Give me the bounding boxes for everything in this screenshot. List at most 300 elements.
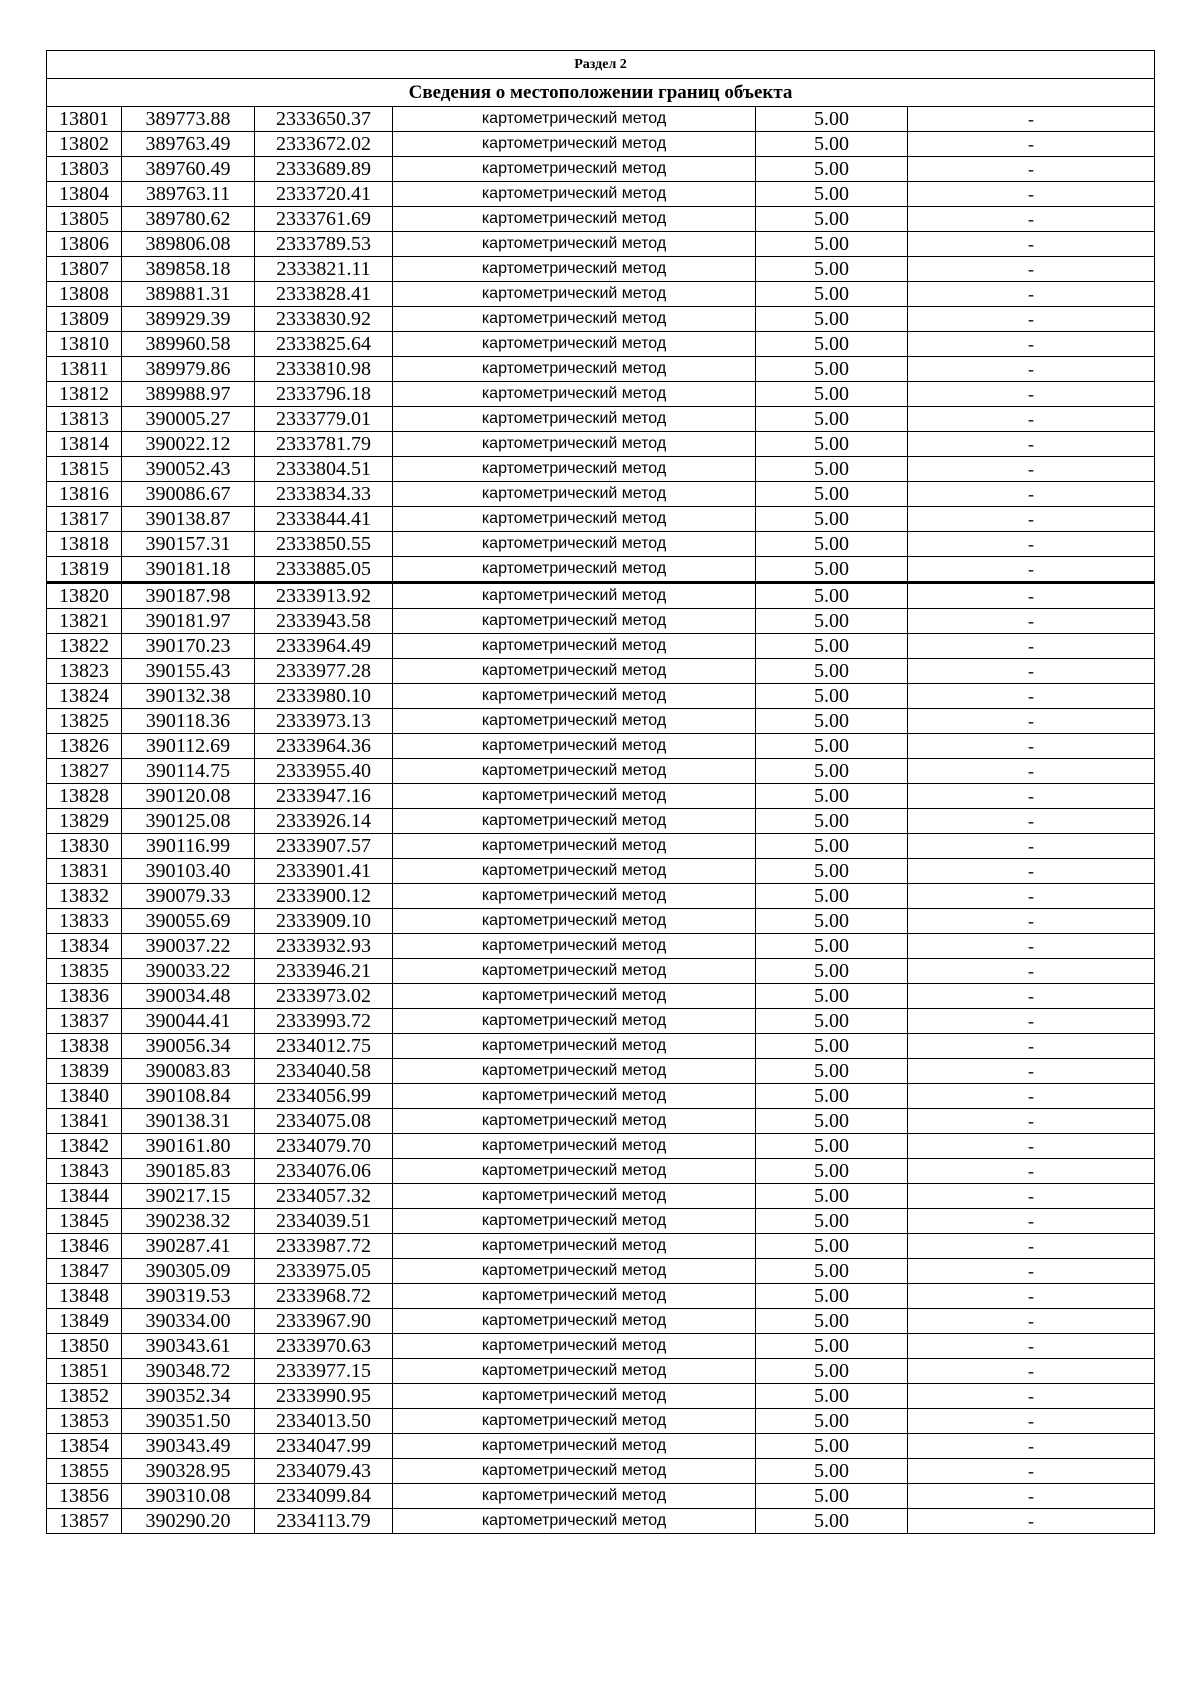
precision-cell: 5.00 <box>756 734 908 759</box>
y-coordinate-cell: 2333761.69 <box>255 207 393 232</box>
table-row <box>47 1459 1155 1484</box>
point-number-cell: 13808 <box>47 282 122 307</box>
description-cell: - <box>908 457 1155 482</box>
table-row <box>47 1359 1155 1384</box>
y-coordinate-cell: 2334099.84 <box>255 1484 393 1509</box>
description-cell: - <box>908 1459 1155 1484</box>
method-cell: картометрический метод <box>393 1259 756 1284</box>
method-cell: картометрический метод <box>393 557 756 583</box>
method-cell: картометрический метод <box>393 107 756 132</box>
method-cell: картометрический метод <box>393 207 756 232</box>
x-coordinate-cell: 390343.49 <box>122 1434 255 1459</box>
precision-cell: 5.00 <box>756 1359 908 1384</box>
x-coordinate-cell: 389763.11 <box>122 182 255 207</box>
method-cell: картометрический метод <box>393 834 756 859</box>
table-row <box>47 432 1155 457</box>
table-row <box>47 1284 1155 1309</box>
description-cell: - <box>908 1284 1155 1309</box>
method-cell: картометрический метод <box>393 382 756 407</box>
method-cell: картометрический метод <box>393 507 756 532</box>
y-coordinate-cell: 2333977.15 <box>255 1359 393 1384</box>
description-cell: - <box>908 734 1155 759</box>
description-cell: - <box>908 834 1155 859</box>
section-label: Раздел 2 <box>47 51 1155 79</box>
table-row <box>47 984 1155 1009</box>
method-cell: картометрический метод <box>393 859 756 884</box>
y-coordinate-cell: 2333844.41 <box>255 507 393 532</box>
method-cell: картометрический метод <box>393 1084 756 1109</box>
y-coordinate-cell: 2333977.28 <box>255 659 393 684</box>
point-number-cell: 13811 <box>47 357 122 382</box>
y-coordinate-cell: 2333987.72 <box>255 1234 393 1259</box>
description-cell: - <box>908 507 1155 532</box>
method-cell: картометрический метод <box>393 1209 756 1234</box>
point-number-cell: 13809 <box>47 307 122 332</box>
description-cell: - <box>908 1359 1155 1384</box>
point-number-cell: 13831 <box>47 859 122 884</box>
y-coordinate-cell: 2333947.16 <box>255 784 393 809</box>
x-coordinate-cell: 390155.43 <box>122 659 255 684</box>
table-row <box>47 1484 1155 1509</box>
method-cell: картометрический метод <box>393 482 756 507</box>
x-coordinate-cell: 389979.86 <box>122 357 255 382</box>
x-coordinate-cell: 389988.97 <box>122 382 255 407</box>
description-cell: - <box>908 1209 1155 1234</box>
x-coordinate-cell: 390328.95 <box>122 1459 255 1484</box>
x-coordinate-cell: 390083.83 <box>122 1059 255 1084</box>
table-row <box>47 684 1155 709</box>
point-number-cell: 13828 <box>47 784 122 809</box>
y-coordinate-cell: 2334012.75 <box>255 1034 393 1059</box>
description-cell: - <box>908 934 1155 959</box>
point-number-cell: 13820 <box>47 583 122 609</box>
table-row <box>47 207 1155 232</box>
point-number-cell: 13846 <box>47 1234 122 1259</box>
precision-cell: 5.00 <box>756 809 908 834</box>
precision-cell: 5.00 <box>756 984 908 1009</box>
precision-cell: 5.00 <box>756 884 908 909</box>
description-cell: - <box>908 1509 1155 1534</box>
y-coordinate-cell: 2333967.90 <box>255 1309 393 1334</box>
description-cell: - <box>908 1384 1155 1409</box>
y-coordinate-cell: 2333834.33 <box>255 482 393 507</box>
precision-cell: 5.00 <box>756 659 908 684</box>
point-number-cell: 13852 <box>47 1384 122 1409</box>
description-cell: - <box>908 583 1155 609</box>
precision-cell: 5.00 <box>756 709 908 734</box>
description-cell: - <box>908 1109 1155 1134</box>
x-coordinate-cell: 389929.39 <box>122 307 255 332</box>
precision-cell: 5.00 <box>756 1384 908 1409</box>
precision-cell: 5.00 <box>756 1009 908 1034</box>
table-row <box>47 834 1155 859</box>
description-cell: - <box>908 482 1155 507</box>
precision-cell: 5.00 <box>756 432 908 457</box>
method-cell: картометрический метод <box>393 132 756 157</box>
description-cell: - <box>908 107 1155 132</box>
description-cell: - <box>908 382 1155 407</box>
x-coordinate-cell: 390348.72 <box>122 1359 255 1384</box>
point-number-cell: 13855 <box>47 1459 122 1484</box>
y-coordinate-cell: 2334039.51 <box>255 1209 393 1234</box>
method-cell: картометрический метод <box>393 1059 756 1084</box>
y-coordinate-cell: 2333796.18 <box>255 382 393 407</box>
table-row <box>47 407 1155 432</box>
x-coordinate-cell: 390185.83 <box>122 1159 255 1184</box>
method-cell: картометрический метод <box>393 407 756 432</box>
precision-cell: 5.00 <box>756 1509 908 1534</box>
method-cell: картометрический метод <box>393 984 756 1009</box>
table-row <box>47 634 1155 659</box>
title-row <box>47 79 1155 107</box>
method-cell: картометрический метод <box>393 332 756 357</box>
y-coordinate-cell: 2333689.89 <box>255 157 393 182</box>
y-coordinate-cell: 2334056.99 <box>255 1084 393 1109</box>
x-coordinate-cell: 390170.23 <box>122 634 255 659</box>
point-number-cell: 13822 <box>47 634 122 659</box>
precision-cell: 5.00 <box>756 684 908 709</box>
y-coordinate-cell: 2333926.14 <box>255 809 393 834</box>
table-row <box>47 1234 1155 1259</box>
table-row <box>47 1309 1155 1334</box>
description-cell: - <box>908 1184 1155 1209</box>
method-cell: картометрический метод <box>393 357 756 382</box>
table-row <box>47 884 1155 909</box>
precision-cell: 5.00 <box>756 583 908 609</box>
x-coordinate-cell: 390079.33 <box>122 884 255 909</box>
y-coordinate-cell: 2334013.50 <box>255 1409 393 1434</box>
description-cell: - <box>908 357 1155 382</box>
precision-cell: 5.00 <box>756 157 908 182</box>
description-cell: - <box>908 959 1155 984</box>
precision-cell: 5.00 <box>756 532 908 557</box>
x-coordinate-cell: 390305.09 <box>122 1259 255 1284</box>
method-cell: картометрический метод <box>393 1284 756 1309</box>
description-cell: - <box>908 859 1155 884</box>
precision-cell: 5.00 <box>756 784 908 809</box>
x-coordinate-cell: 390290.20 <box>122 1509 255 1534</box>
method-cell: картометрический метод <box>393 457 756 482</box>
y-coordinate-cell: 2333946.21 <box>255 959 393 984</box>
point-number-cell: 13834 <box>47 934 122 959</box>
point-number-cell: 13832 <box>47 884 122 909</box>
table-row <box>47 1009 1155 1034</box>
x-coordinate-cell: 390334.00 <box>122 1309 255 1334</box>
table-row <box>47 532 1155 557</box>
method-cell: картометрический метод <box>393 609 756 634</box>
precision-cell: 5.00 <box>756 357 908 382</box>
x-coordinate-cell: 390138.31 <box>122 1109 255 1134</box>
x-coordinate-cell: 390217.15 <box>122 1184 255 1209</box>
table-row <box>47 809 1155 834</box>
table-row <box>47 934 1155 959</box>
description-cell: - <box>908 1234 1155 1259</box>
point-number-cell: 13833 <box>47 909 122 934</box>
description-cell: - <box>908 1034 1155 1059</box>
x-coordinate-cell: 390132.38 <box>122 684 255 709</box>
point-number-cell: 13814 <box>47 432 122 457</box>
point-number-cell: 13818 <box>47 532 122 557</box>
method-cell: картометрический метод <box>393 583 756 609</box>
description-cell: - <box>908 1334 1155 1359</box>
x-coordinate-cell: 389763.49 <box>122 132 255 157</box>
method-cell: картометрический метод <box>393 257 756 282</box>
table-row <box>47 709 1155 734</box>
y-coordinate-cell: 2333955.40 <box>255 759 393 784</box>
x-coordinate-cell: 390352.34 <box>122 1384 255 1409</box>
method-cell: картометрический метод <box>393 157 756 182</box>
point-number-cell: 13847 <box>47 1259 122 1284</box>
x-coordinate-cell: 390187.98 <box>122 583 255 609</box>
point-number-cell: 13848 <box>47 1284 122 1309</box>
x-coordinate-cell: 390055.69 <box>122 909 255 934</box>
precision-cell: 5.00 <box>756 859 908 884</box>
method-cell: картометрический метод <box>393 1434 756 1459</box>
y-coordinate-cell: 2333900.12 <box>255 884 393 909</box>
precision-cell: 5.00 <box>756 182 908 207</box>
x-coordinate-cell: 389760.49 <box>122 157 255 182</box>
precision-cell: 5.00 <box>756 759 908 784</box>
precision-cell: 5.00 <box>756 307 908 332</box>
table-row <box>47 357 1155 382</box>
description-cell: - <box>908 1084 1155 1109</box>
method-cell: картометрический метод <box>393 1159 756 1184</box>
y-coordinate-cell: 2333828.41 <box>255 282 393 307</box>
y-coordinate-cell: 2333970.63 <box>255 1334 393 1359</box>
method-cell: картометрический метод <box>393 934 756 959</box>
method-cell: картометрический метод <box>393 1134 756 1159</box>
point-number-cell: 13835 <box>47 959 122 984</box>
method-cell: картометрический метод <box>393 709 756 734</box>
table-row <box>47 1059 1155 1084</box>
method-cell: картометрический метод <box>393 1359 756 1384</box>
method-cell: картометрический метод <box>393 659 756 684</box>
method-cell: картометрический метод <box>393 432 756 457</box>
point-number-cell: 13856 <box>47 1484 122 1509</box>
precision-cell: 5.00 <box>756 1109 908 1134</box>
y-coordinate-cell: 2333720.41 <box>255 182 393 207</box>
x-coordinate-cell: 390044.41 <box>122 1009 255 1034</box>
y-coordinate-cell: 2333789.53 <box>255 232 393 257</box>
method-cell: картометрический метод <box>393 684 756 709</box>
table-row <box>47 1184 1155 1209</box>
point-number-cell: 13802 <box>47 132 122 157</box>
table-row <box>47 1384 1155 1409</box>
x-coordinate-cell: 390343.61 <box>122 1334 255 1359</box>
y-coordinate-cell: 2334113.79 <box>255 1509 393 1534</box>
precision-cell: 5.00 <box>756 132 908 157</box>
table-row <box>47 557 1155 583</box>
description-cell: - <box>908 759 1155 784</box>
y-coordinate-cell: 2334057.32 <box>255 1184 393 1209</box>
x-coordinate-cell: 390310.08 <box>122 1484 255 1509</box>
point-number-cell: 13812 <box>47 382 122 407</box>
table-row <box>47 132 1155 157</box>
description-cell: - <box>908 884 1155 909</box>
description-cell: - <box>908 257 1155 282</box>
precision-cell: 5.00 <box>756 934 908 959</box>
precision-cell: 5.00 <box>756 1434 908 1459</box>
y-coordinate-cell: 2333980.10 <box>255 684 393 709</box>
x-coordinate-cell: 390181.18 <box>122 557 255 583</box>
y-coordinate-cell: 2333781.79 <box>255 432 393 457</box>
point-number-cell: 13819 <box>47 557 122 583</box>
precision-cell: 5.00 <box>756 1259 908 1284</box>
y-coordinate-cell: 2333968.72 <box>255 1284 393 1309</box>
table-row <box>47 507 1155 532</box>
method-cell: картометрический метод <box>393 1184 756 1209</box>
y-coordinate-cell: 2333885.05 <box>255 557 393 583</box>
method-cell: картометрический метод <box>393 1309 756 1334</box>
table-row <box>47 1509 1155 1534</box>
x-coordinate-cell: 390052.43 <box>122 457 255 482</box>
table-row <box>47 307 1155 332</box>
x-coordinate-cell: 389960.58 <box>122 332 255 357</box>
description-cell: - <box>908 984 1155 1009</box>
method-cell: картометрический метод <box>393 1234 756 1259</box>
precision-cell: 5.00 <box>756 482 908 507</box>
point-number-cell: 13803 <box>47 157 122 182</box>
description-cell: - <box>908 207 1155 232</box>
description-cell: - <box>908 659 1155 684</box>
method-cell: картометрический метод <box>393 884 756 909</box>
y-coordinate-cell: 2334075.08 <box>255 1109 393 1134</box>
y-coordinate-cell: 2333990.95 <box>255 1384 393 1409</box>
point-number-cell: 13805 <box>47 207 122 232</box>
table-row <box>47 1134 1155 1159</box>
table-row <box>47 583 1155 609</box>
table-row <box>47 659 1155 684</box>
method-cell: картометрический метод <box>393 759 756 784</box>
y-coordinate-cell: 2333993.72 <box>255 1009 393 1034</box>
precision-cell: 5.00 <box>756 1309 908 1334</box>
table-row <box>47 482 1155 507</box>
precision-cell: 5.00 <box>756 1084 908 1109</box>
method-cell: картометрический метод <box>393 1034 756 1059</box>
point-number-cell: 13830 <box>47 834 122 859</box>
y-coordinate-cell: 2333973.13 <box>255 709 393 734</box>
y-coordinate-cell: 2333975.05 <box>255 1259 393 1284</box>
x-coordinate-cell: 390238.32 <box>122 1209 255 1234</box>
precision-cell: 5.00 <box>756 1159 908 1184</box>
precision-cell: 5.00 <box>756 1484 908 1509</box>
table-row <box>47 257 1155 282</box>
x-coordinate-cell: 390125.08 <box>122 809 255 834</box>
table-row <box>47 182 1155 207</box>
x-coordinate-cell: 390086.67 <box>122 482 255 507</box>
y-coordinate-cell: 2334079.43 <box>255 1459 393 1484</box>
description-cell: - <box>908 407 1155 432</box>
description-cell: - <box>908 282 1155 307</box>
x-coordinate-cell: 390037.22 <box>122 934 255 959</box>
precision-cell: 5.00 <box>756 382 908 407</box>
point-number-cell: 13804 <box>47 182 122 207</box>
x-coordinate-cell: 390181.97 <box>122 609 255 634</box>
y-coordinate-cell: 2333964.49 <box>255 634 393 659</box>
point-number-cell: 13851 <box>47 1359 122 1384</box>
precision-cell: 5.00 <box>756 1459 908 1484</box>
point-number-cell: 13821 <box>47 609 122 634</box>
description-cell: - <box>908 709 1155 734</box>
description-cell: - <box>908 132 1155 157</box>
description-cell: - <box>908 1434 1155 1459</box>
x-coordinate-cell: 389780.62 <box>122 207 255 232</box>
point-number-cell: 13837 <box>47 1009 122 1034</box>
description-cell: - <box>908 232 1155 257</box>
precision-cell: 5.00 <box>756 609 908 634</box>
table-row <box>47 1109 1155 1134</box>
precision-cell: 5.00 <box>756 1034 908 1059</box>
point-number-cell: 13838 <box>47 1034 122 1059</box>
method-cell: картометрический метод <box>393 232 756 257</box>
point-number-cell: 13836 <box>47 984 122 1009</box>
method-cell: картометрический метод <box>393 809 756 834</box>
precision-cell: 5.00 <box>756 107 908 132</box>
y-coordinate-cell: 2333907.57 <box>255 834 393 859</box>
description-cell: - <box>908 1309 1155 1334</box>
y-coordinate-cell: 2333913.92 <box>255 583 393 609</box>
point-number-cell: 13823 <box>47 659 122 684</box>
y-coordinate-cell: 2333850.55 <box>255 532 393 557</box>
table-title: Сведения о местоположении границ объекта <box>47 79 1155 107</box>
y-coordinate-cell: 2334076.06 <box>255 1159 393 1184</box>
method-cell: картометрический метод <box>393 282 756 307</box>
point-number-cell: 13816 <box>47 482 122 507</box>
point-number-cell: 13826 <box>47 734 122 759</box>
point-number-cell: 13842 <box>47 1134 122 1159</box>
point-number-cell: 13806 <box>47 232 122 257</box>
x-coordinate-cell: 390033.22 <box>122 959 255 984</box>
table-row <box>47 1084 1155 1109</box>
method-cell: картометрический метод <box>393 1484 756 1509</box>
description-cell: - <box>908 157 1155 182</box>
table-row <box>47 1159 1155 1184</box>
table-row <box>47 107 1155 132</box>
x-coordinate-cell: 390319.53 <box>122 1284 255 1309</box>
y-coordinate-cell: 2333810.98 <box>255 357 393 382</box>
y-coordinate-cell: 2333825.64 <box>255 332 393 357</box>
x-coordinate-cell: 390351.50 <box>122 1409 255 1434</box>
point-number-cell: 13857 <box>47 1509 122 1534</box>
method-cell: картометрический метод <box>393 734 756 759</box>
coordinates-table <box>46 50 1155 1534</box>
table-row <box>47 759 1155 784</box>
method-cell: картометрический метод <box>393 1109 756 1134</box>
precision-cell: 5.00 <box>756 1184 908 1209</box>
table-row <box>47 734 1155 759</box>
precision-cell: 5.00 <box>756 634 908 659</box>
table-row <box>47 1409 1155 1434</box>
table-row <box>47 1434 1155 1459</box>
method-cell: картометрический метод <box>393 634 756 659</box>
description-cell: - <box>908 684 1155 709</box>
point-number-cell: 13850 <box>47 1334 122 1359</box>
method-cell: картометрический метод <box>393 532 756 557</box>
method-cell: картометрический метод <box>393 1334 756 1359</box>
y-coordinate-cell: 2333779.01 <box>255 407 393 432</box>
coordinates-document <box>46 50 1154 1534</box>
x-coordinate-cell: 389773.88 <box>122 107 255 132</box>
description-cell: - <box>908 909 1155 934</box>
point-number-cell: 13853 <box>47 1409 122 1434</box>
y-coordinate-cell: 2333804.51 <box>255 457 393 482</box>
table-row <box>47 909 1155 934</box>
y-coordinate-cell: 2334040.58 <box>255 1059 393 1084</box>
precision-cell: 5.00 <box>756 1234 908 1259</box>
section-header-row <box>47 51 1155 79</box>
precision-cell: 5.00 <box>756 909 908 934</box>
x-coordinate-cell: 390056.34 <box>122 1034 255 1059</box>
